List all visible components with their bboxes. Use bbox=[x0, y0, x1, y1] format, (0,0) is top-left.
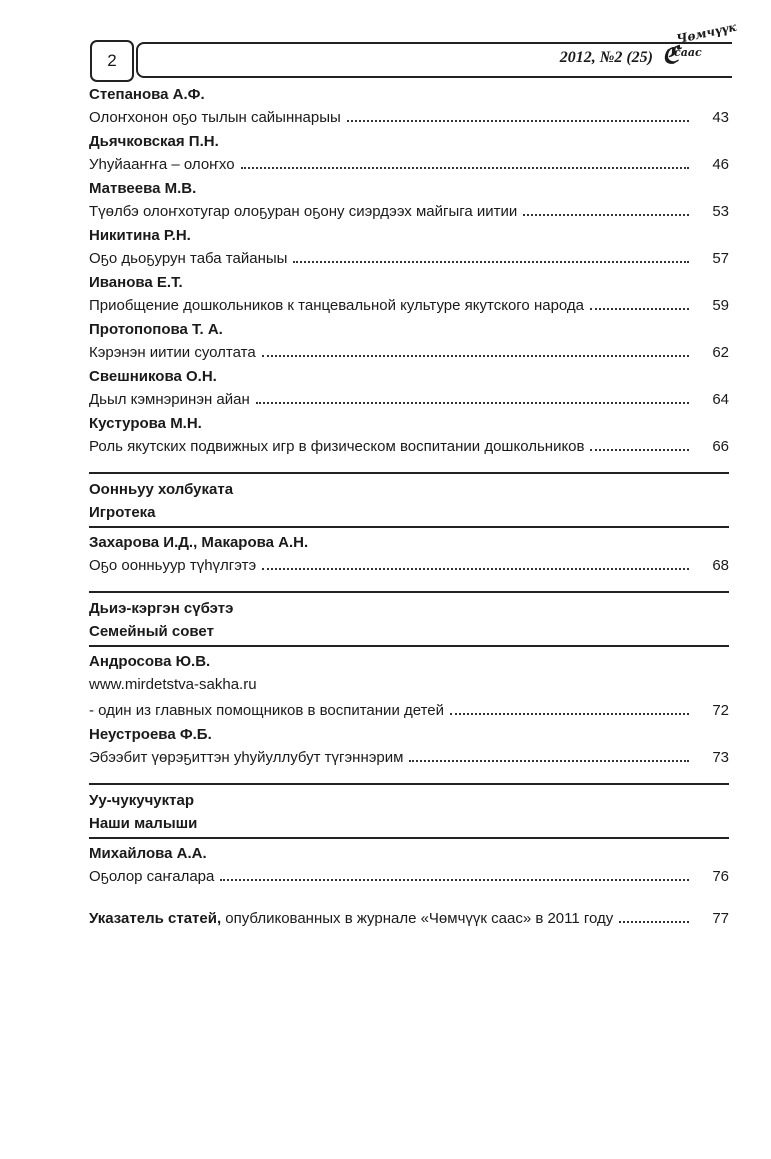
journal-logo bbox=[660, 19, 760, 78]
leader-dots bbox=[590, 449, 689, 451]
toc-page: 59 bbox=[712, 297, 729, 314]
toc-author: Кустурова М.Н. bbox=[89, 415, 202, 432]
issue-label: 2012, №2 (25) bbox=[559, 49, 653, 66]
toc-item bbox=[89, 178, 729, 225]
toc-page: 64 bbox=[712, 391, 729, 408]
logo-line1: Чөмчүүк bbox=[675, 19, 738, 47]
index-rest-label: опубликованных в журнале «Чөмчүүк саас» в 2011 году bbox=[221, 910, 614, 927]
leader-dots bbox=[409, 760, 689, 762]
toc-author: Неустроева Ф.Б. bbox=[89, 726, 212, 743]
toc-page: 46 bbox=[712, 156, 729, 173]
leader-dots bbox=[293, 261, 689, 263]
section-title: Оонньуу холбуката bbox=[89, 481, 234, 498]
toc-page: 53 bbox=[712, 203, 729, 220]
toc-group-olonkho bbox=[89, 84, 729, 460]
leader-dots bbox=[220, 879, 689, 881]
section-subtitle: Игротека bbox=[89, 504, 156, 521]
toc-item bbox=[89, 84, 729, 131]
toc-author: Михайлова А.А. bbox=[89, 845, 207, 862]
table-of-contents bbox=[89, 84, 729, 932]
logo-swirl-icon: ℭ bbox=[662, 40, 679, 69]
index-bold-label: Указатель статей, bbox=[89, 910, 222, 927]
page-number: 2 bbox=[90, 40, 134, 82]
toc-page: 66 bbox=[712, 438, 729, 455]
toc-entry[interactable] bbox=[89, 864, 729, 890]
leader-dots bbox=[256, 402, 689, 404]
toc-author: Захарова И.Д., Макарова А.Н. bbox=[89, 534, 309, 551]
toc-entry[interactable] bbox=[89, 340, 729, 366]
toc-page: 73 bbox=[712, 749, 729, 766]
toc-title: Оҕолор саҥалара bbox=[89, 868, 215, 885]
toc-entry[interactable] bbox=[89, 745, 729, 771]
toc-entry[interactable] bbox=[89, 293, 729, 319]
toc-author: Андросова Ю.В. bbox=[89, 653, 211, 670]
toc-item bbox=[89, 131, 729, 178]
toc-item bbox=[89, 413, 729, 460]
toc-title: Эбээбит үөрэҕиттэн уһуйуллубут түгэннэрим bbox=[89, 749, 404, 766]
section-subtitle: Наши малыши bbox=[89, 815, 198, 832]
toc-entry[interactable] bbox=[89, 698, 729, 724]
section-divider bbox=[89, 526, 729, 528]
toc-item bbox=[89, 366, 729, 413]
leader-dots bbox=[262, 568, 689, 570]
toc-title: Роль якутских подвижных игр в физическом воспитании дошкольников bbox=[89, 438, 585, 455]
toc-page: 68 bbox=[712, 557, 729, 574]
toc-title bbox=[89, 906, 613, 932]
toc-page: 77 bbox=[712, 910, 729, 927]
leader-dots bbox=[262, 355, 689, 357]
toc-entry[interactable] bbox=[89, 553, 729, 579]
url-text: www.mirdetstva-sakha.ru bbox=[89, 676, 257, 693]
section-divider bbox=[89, 837, 729, 839]
toc-author: Никитина Р.Н. bbox=[89, 227, 191, 244]
toc-title: Оҕо оонньуур түһүлгэтэ bbox=[89, 557, 257, 574]
toc-author: Дьячковская П.Н. bbox=[89, 133, 219, 150]
toc-entry[interactable] bbox=[89, 199, 729, 225]
toc-author: Степанова А.Ф. bbox=[89, 86, 205, 103]
toc-title: - один из главных помощников в воспитании детей bbox=[89, 702, 445, 719]
section-title: Уу-чукучуктар bbox=[89, 792, 194, 809]
leader-dots bbox=[241, 167, 689, 169]
toc-title: Кэрэнэн иитии суолтата bbox=[89, 344, 256, 361]
leader-dots bbox=[450, 713, 689, 715]
toc-entry[interactable] bbox=[89, 246, 729, 272]
toc-item bbox=[89, 272, 729, 319]
leader-dots bbox=[619, 921, 689, 923]
toc-title: Приобщение дошкольников к танцевальной культуре якутского народа bbox=[89, 297, 585, 314]
leader-dots bbox=[590, 308, 689, 310]
section-subtitle: Семейный совет bbox=[89, 623, 214, 640]
toc-item bbox=[89, 319, 729, 366]
toc-page: 57 bbox=[712, 250, 729, 267]
logo-line2: саас bbox=[674, 46, 702, 59]
section-title: Дьиэ-кэргэн сүбэтэ bbox=[89, 600, 234, 617]
toc-title: Дьыл кэмнэринэн айан bbox=[89, 391, 250, 408]
toc-author: Матвеева М.В. bbox=[89, 180, 197, 197]
leader-dots bbox=[523, 214, 689, 216]
toc-entry[interactable] bbox=[89, 152, 729, 178]
toc-author: Протопопова Т. А. bbox=[89, 321, 223, 338]
toc-page: 72 bbox=[712, 702, 729, 719]
toc-page: 62 bbox=[712, 344, 729, 361]
index-entry[interactable] bbox=[89, 906, 729, 932]
toc-page: 43 bbox=[712, 109, 729, 126]
section-divider bbox=[89, 645, 729, 647]
section-kids bbox=[89, 783, 729, 890]
leader-dots bbox=[347, 120, 689, 122]
section-family bbox=[89, 591, 729, 771]
toc-title: Оҕо дьоҕурун таба тайаныы bbox=[89, 250, 288, 267]
toc-title: Уһуйааҥҥа – олоҥхо bbox=[89, 156, 235, 173]
toc-entry[interactable] bbox=[89, 105, 729, 131]
toc-author: Свешникова О.Н. bbox=[89, 368, 217, 385]
section-games bbox=[89, 472, 729, 579]
toc-page: 76 bbox=[712, 868, 729, 885]
toc-author: Иванова Е.Т. bbox=[89, 274, 183, 291]
toc-entry[interactable] bbox=[89, 434, 729, 460]
toc-title: Олоҥхонон оҕо тылын сайыннарыы bbox=[89, 109, 341, 126]
toc-entry[interactable] bbox=[89, 387, 729, 413]
toc-item bbox=[89, 225, 729, 272]
toc-title: Түөлбэ олоҥхотугар олоҕуран оҕону сиэрдээх майгыга иитии bbox=[89, 203, 518, 220]
